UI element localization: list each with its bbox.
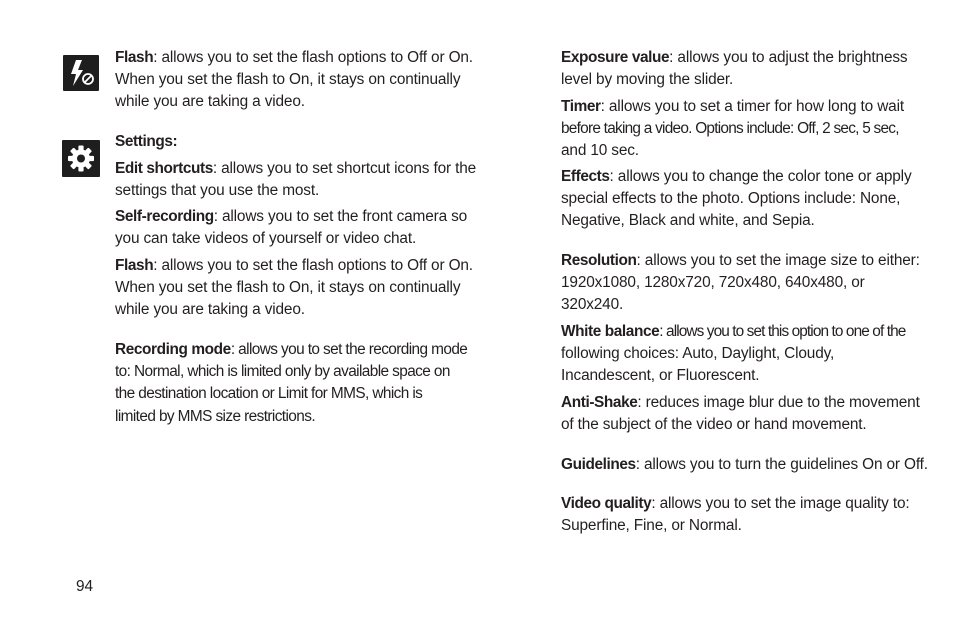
- term: Exposure value: [561, 49, 670, 66]
- resolution-option: Resolution: allows you to set the image size to either: 1920x1080, 1280x720, 720x480, 640x480, or 320x240.: [561, 252, 920, 314]
- timer-option: Timer: allows you to set a timer for how long to wait before taking a video. Options include: Off, 2 sec, 5 sec, and 10 sec.: [561, 98, 904, 160]
- term: Flash: [115, 257, 154, 274]
- recording-mode-option: Recording mode: allows you to set the recording mode to: Normal, which is limited only by available space on the destination location or Limit for MMS, which is limited by MMS size restrictions.: [115, 341, 468, 425]
- term: Edit shortcuts: [115, 160, 213, 177]
- page-number: 94: [76, 578, 94, 595]
- term: Resolution: [561, 252, 637, 269]
- flash-option-settings: Flash: allows you to set the flash options to Off or On. When you set the flash to On, it stays on continually while you are taking a video.: [115, 257, 473, 319]
- term: Effects: [561, 168, 610, 185]
- flash-option-top: Flash: allows you to set the flash options to Off or On. When you set the flash to On, it stays on continually while you are taking a video.: [115, 49, 473, 111]
- exposure-value-option: Exposure value: allows you to adjust the brightness level by moving the slider.: [561, 49, 908, 89]
- edit-shortcuts-option: Edit shortcuts: allows you to set shortcut icons for the settings that you use the most.: [115, 160, 477, 200]
- gear-icon: [62, 140, 100, 177]
- term: Anti-Shake: [561, 394, 638, 411]
- effects-option: Effects: allows you to change the color tone or apply special effects to the photo. Options include: None, Negative, Black and white, and Sepia.: [561, 168, 912, 230]
- term: Timer: [561, 98, 601, 115]
- term: White balance: [561, 323, 660, 340]
- video-quality-option: Video quality: allows you to set the image quality to: Superfine, Fine, or Normal.: [561, 495, 910, 535]
- term: Recording mode: [115, 341, 231, 358]
- term: Video quality: [561, 495, 652, 512]
- white-balance-option: White balance: allows you to set this option to one of the following choices: Auto, Daylight, Cloudy, Incandescent, or Fluorescent.: [561, 323, 906, 385]
- term: Guidelines: [561, 456, 636, 473]
- term: Flash: [115, 49, 154, 66]
- self-recording-option: Self-recording: allows you to set the front camera so you can take videos of yourself or video chat.: [115, 208, 468, 248]
- flash-off-icon: [63, 55, 99, 91]
- term: Self-recording: [115, 208, 214, 225]
- guidelines-option: Guidelines: allows you to turn the guidelines On or Off.: [561, 456, 928, 473]
- settings-heading: Settings:: [115, 133, 178, 150]
- anti-shake-option: Anti-Shake: reduces image blur due to the movement of the subject of the video or hand movement.: [561, 394, 920, 434]
